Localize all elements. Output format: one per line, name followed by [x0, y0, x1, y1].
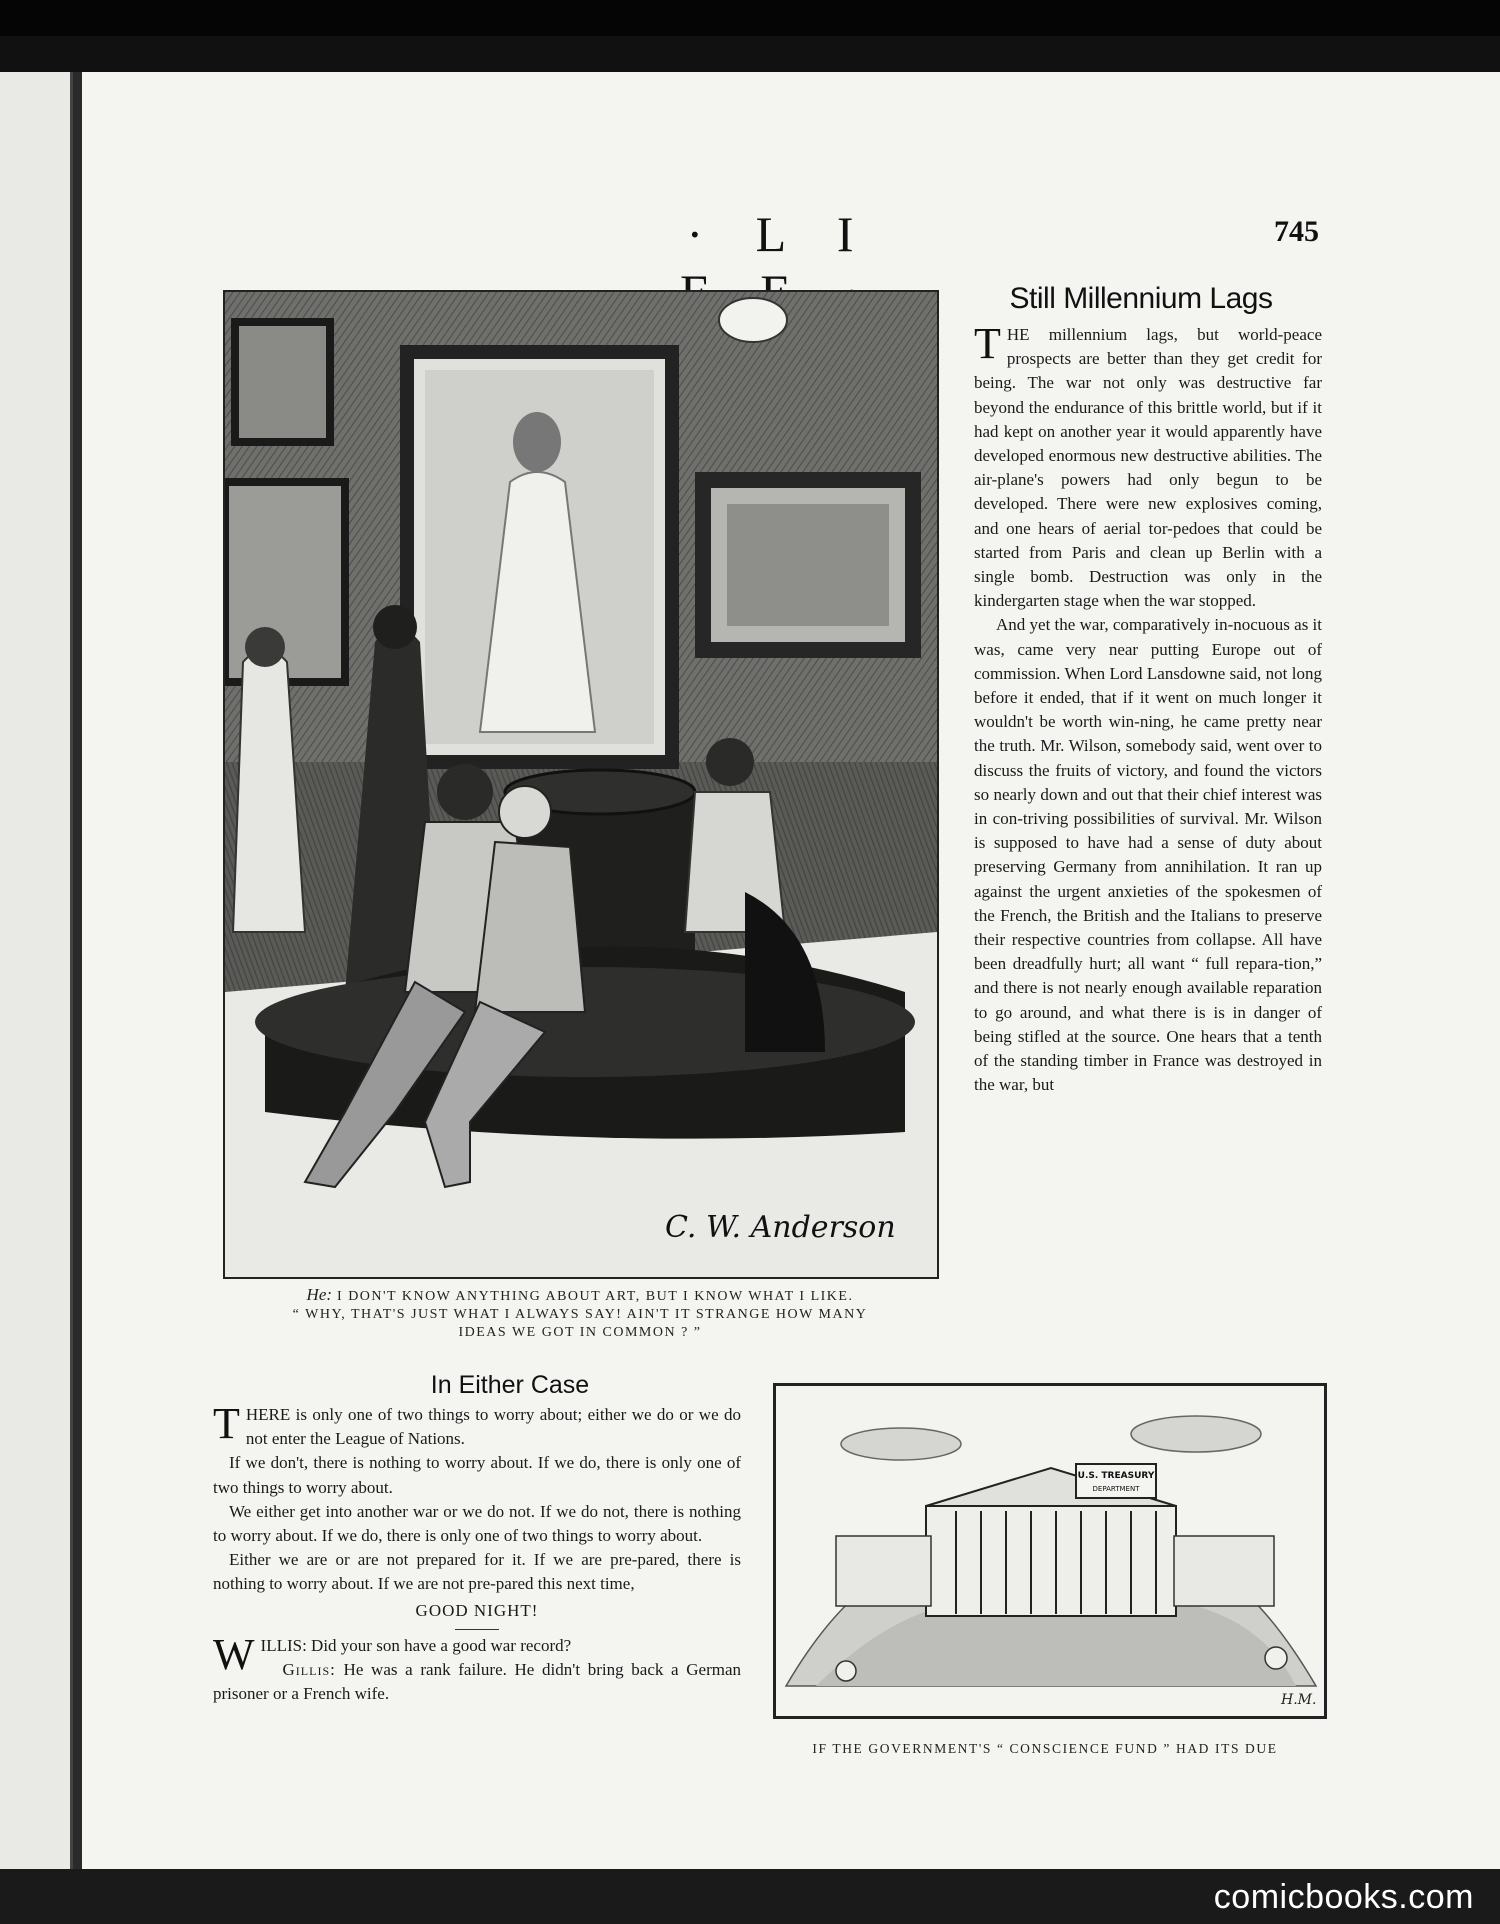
dialog-line-2: He was a rank failure. He didn't bring back a German prisoner or a French wife.: [213, 1660, 742, 1704]
caption-line-2: “ WHY, THAT'S JUST WHAT I ALWAYS SAY! AIN'T IT STRANGE HOW MANY: [292, 1307, 868, 1322]
section-divider: [455, 1629, 499, 1630]
either-paragraph-1: HERE is only one of two things to worry about; either we do or we do not enter the League of Nations.: [245, 1405, 741, 1449]
either-case-body: [213, 1399, 742, 1706]
article-title: Still Millennium Lags: [1009, 282, 1273, 315]
article-body: [974, 319, 1323, 1098]
caption-speaker: He:: [306, 1285, 333, 1304]
masthead: · L I: [686, 206, 874, 262]
facing-page-edge: [0, 72, 73, 1872]
illustration-caption: [225, 1286, 935, 1342]
article-dropcap: T: [974, 319, 1001, 368]
article-paragraph-2: And yet the war, comparatively in-nocuous as it was, came very near putting Europe out of commission. When Lord Lansdowne said, not long before it ended, that if it went on much longer it wouldn't be worth win-ning, he came pretty near the truth. Mr. Wilson, somebody said, went over to discuss the fruits of victory, and found the victors so nearly down and out that their chief interest was in con-triving possibilities of survival. Mr. Wilson is supposed to have had a sense of duty about preserving Germany from annihilation. It ran up against the urgent anxieties of the spokesmen of the French, the British and the Italians to preserve their respective countries from collapse. All have been dreadfully hurt; all want “ full repara-tion,” and there is not nearly enough available reparation to go around, and what there is is in danger of being stifled at the source. One hears that a tenth of the standing timber in France was destroyed in the war, but: [974, 615, 1323, 1095]
dialog-speaker-2: Gillis:: [282, 1660, 336, 1680]
dialog-line-1: ILLIS: Did your son have a good war record?: [260, 1635, 572, 1655]
either-dropcap: T: [213, 1399, 240, 1448]
caption-line-3: IDEAS WE GOT IN COMMON ? ”: [458, 1325, 702, 1340]
either-paragraph-4: Either we are or are not prepared for it. If we are pre-pared, there is nothing to worry about. If we are not pre-pared this next time,: [213, 1550, 741, 1594]
dialog-dropcap: W: [213, 1629, 255, 1679]
treasury-drawing: [776, 1386, 1324, 1716]
page-number: 745: [1274, 215, 1319, 248]
article-paragraph-1: HE millennium lags, but world-peace prospects are better than they get credit for being. The war not only was destructive far beyond the endurance of this brittle world, but if it had kept on another year it would apparently have developed enormous new destructive abilities. The air-plane's powers had only begun to be developed. There were new explosives coming, and one hears of aerial tor-pedoes that could be started from Paris and clean up Berlin with a single bomb. Destruction was only in the kindergarten stage when the war stopped.: [974, 325, 1322, 611]
watermark: comicbooks.com: [1213, 1878, 1474, 1916]
treasury-sign-line-1: U.S. TREASURY: [1077, 1471, 1155, 1481]
illustration-signature: C. W. Anderson: [665, 1210, 896, 1245]
good-night: GOOD NIGHT!: [415, 1600, 539, 1620]
cartoon-caption: IF THE GOVERNMENT'S “ CONSCIENCE FUND ” HAD ITS DUE: [812, 1741, 1278, 1756]
willis-gillis-dialog: [213, 1629, 742, 1707]
either-paragraph-2: If we don't, there is nothing to worry about. If we do, there is only one of two things to worry about.: [213, 1453, 741, 1497]
caption-line-1: I DON'T KNOW ANYTHING ABOUT ART, BUT I KNOW WHAT I LIKE.: [337, 1289, 854, 1304]
either-paragraph-3: We either get into another war or we do not. If we do not, there is nothing to worry about. If we do, there is only one of two things to worry about.: [213, 1501, 741, 1546]
gallery-drawing: [225, 292, 937, 1277]
treasury-sign-line-2: DEPARTMENT: [1092, 1485, 1140, 1493]
cartoon-signature: H.M.: [1281, 1692, 1317, 1708]
gallery-illustration: [223, 290, 939, 1279]
either-case-title: In Either Case: [430, 1371, 590, 1399]
treasury-cartoon: [773, 1383, 1327, 1719]
